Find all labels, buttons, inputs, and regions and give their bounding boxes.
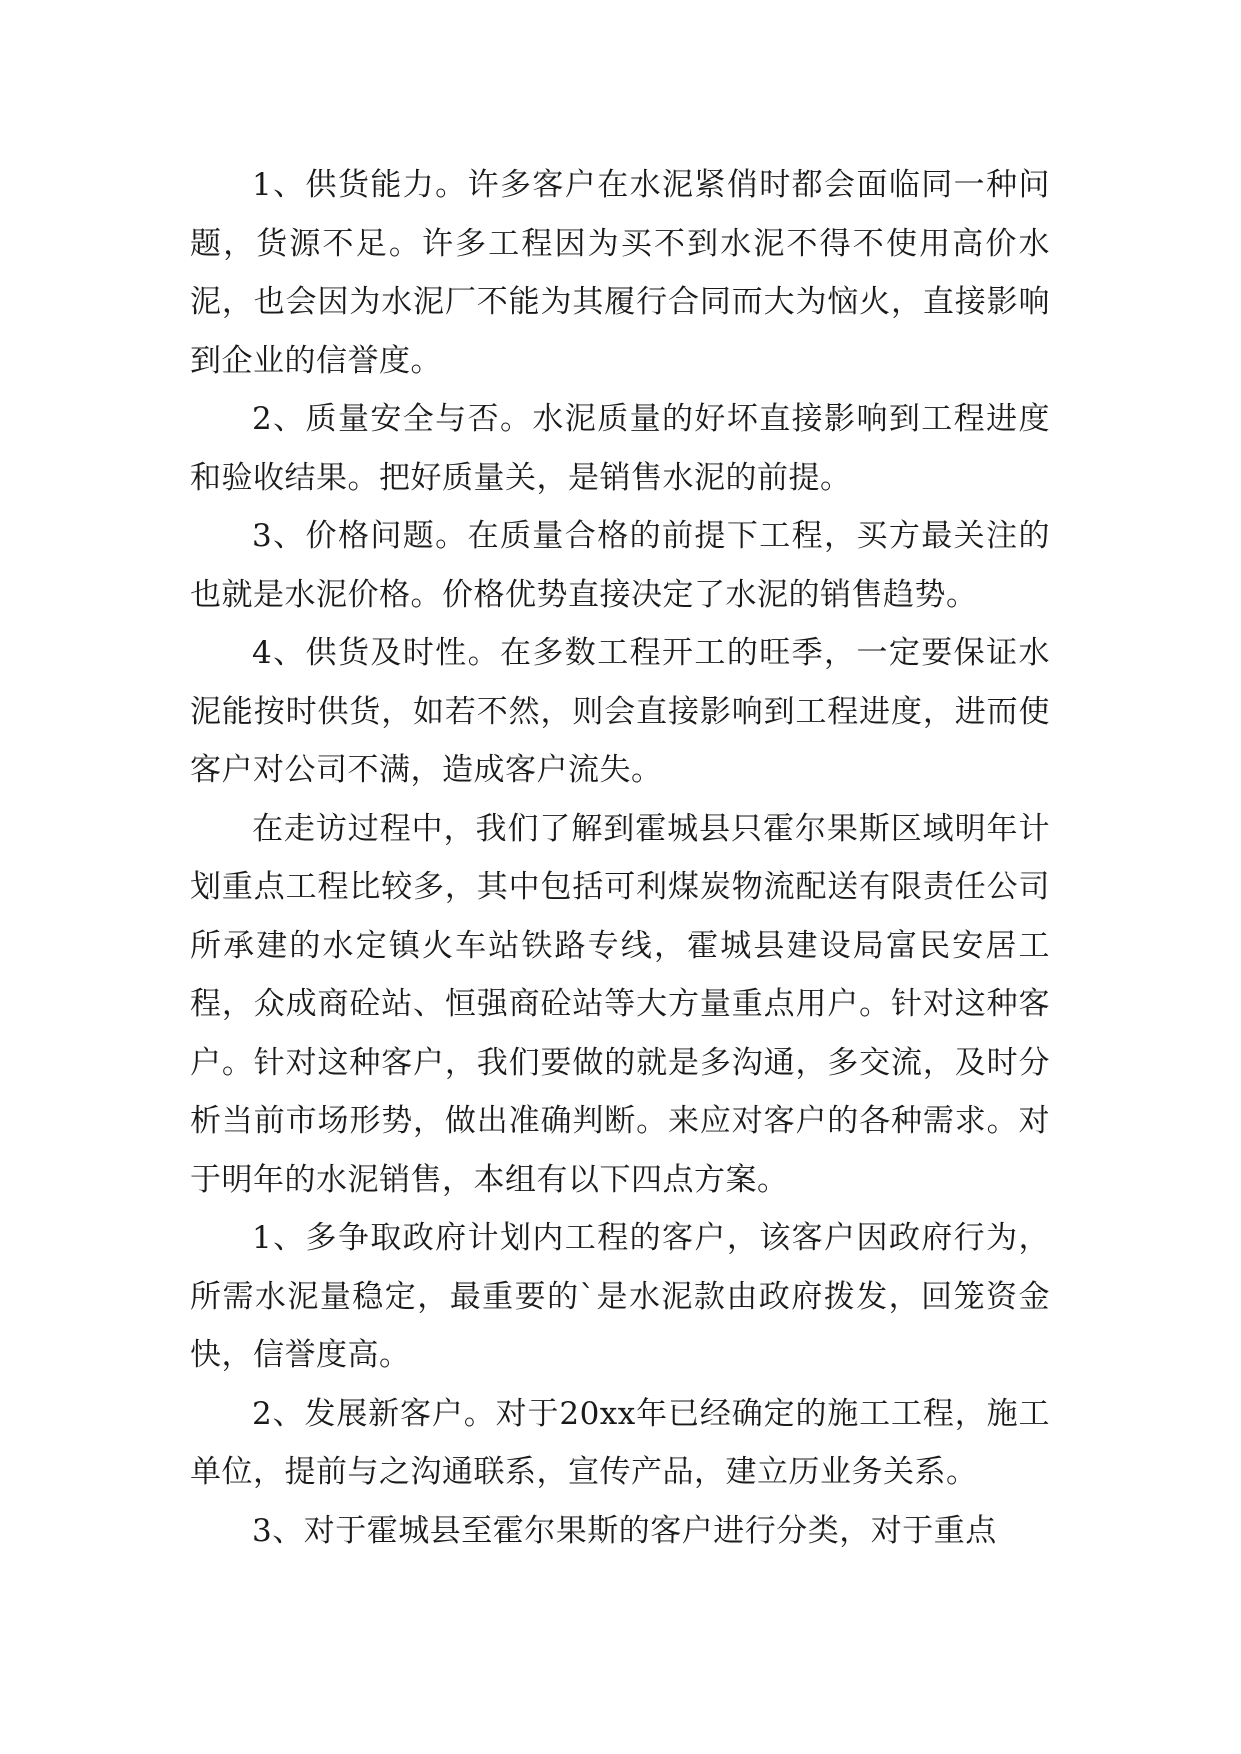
- document-body: [190, 156, 1050, 1560]
- paragraph-price: 3、价格问题。在质量合格的前提下工程，买方最关注的也就是水泥价格。价格优势直接决定了水泥的销售趋势。: [190, 518, 1050, 613]
- paragraph-supply-capacity: 1、供货能力。许多客户在水泥紧俏时都会面临同一种问题，货源不足。许多工程因为买不到水泥不得不使用高价水泥，也会因为水泥厂不能为其履行合同而大为恼火，直接影响到企业的信誉度。: [190, 167, 1050, 379]
- paragraph-site-visits: 在走访过程中，我们了解到霍城县只霍尔果斯区域明年计划重点工程比较多，其中包括可利煤炭物流配送有限责任公司所承建的水定镇火车站铁路专线，霍城县建设局富民安居工程，众成商砼站、恒强商砼站等大方量重点用户。针对这种客户。针对这种客户，我们要做的就是多沟通，多交流，及时分析当前市场形势，做出准确判断。来应对客户的各种需求。对于明年的水泥销售，本组有以下四点方案。: [190, 810, 1050, 1198]
- paragraph-plan-government-projects: 1、多争取政府计划内工程的客户，该客户因政府行为，所需水泥量稳定，最重要的`是水泥款由政府拨发，回笼资金快，信誉度高。: [190, 1220, 1050, 1373]
- paragraph-quality-safety: 2、质量安全与否。水泥质量的好坏直接影响到工程进度和验收结果。把好质量关，是销售水泥的前提。: [190, 401, 1050, 496]
- paragraph-plan-new-customers: 2、发展新客户。对于20xx年已经确定的施工工程，施工单位，提前与之沟通联系，宣传产品，建立历业务关系。: [190, 1395, 1050, 1490]
- paragraph-plan-classify-customers: 3、对于霍城县至霍尔果斯的客户进行分类，对于重点: [252, 1512, 997, 1549]
- paragraph-timely-supply: 4、供货及时性。在多数工程开工的旺季，一定要保证水泥能按时供货，如若不然，则会直接影响到工程进度，进而使客户对公司不满，造成客户流失。: [190, 635, 1050, 788]
